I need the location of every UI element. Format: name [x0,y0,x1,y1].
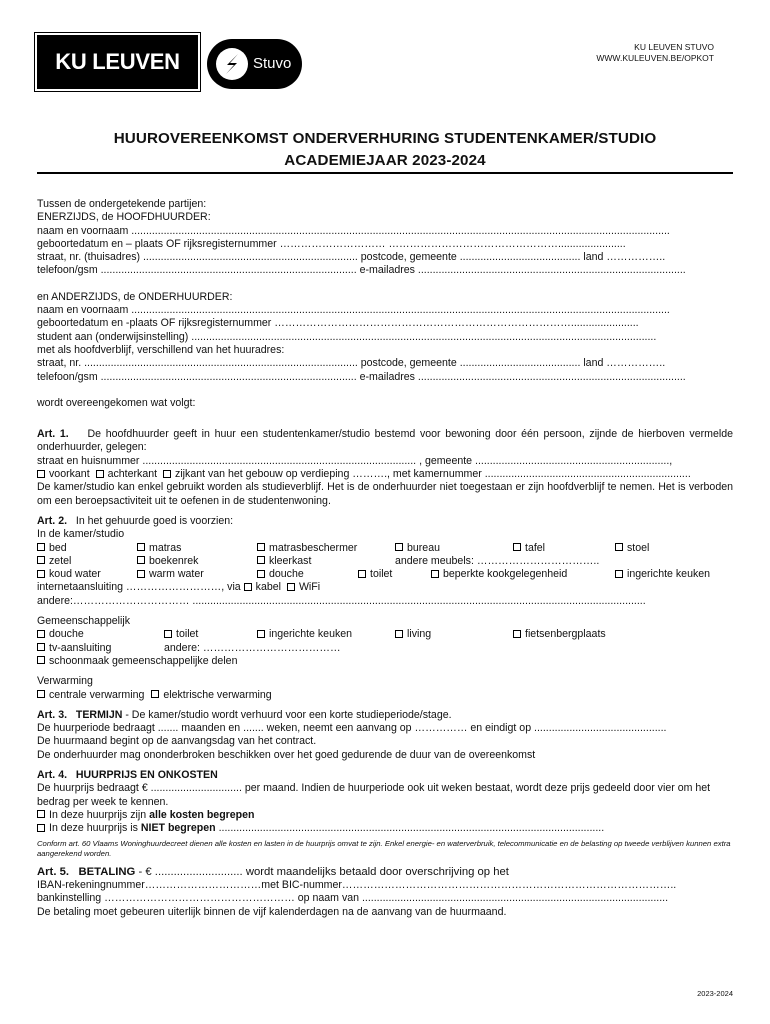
stuvo-s-icon [215,47,249,81]
footer-year: 2023-2024 [697,989,733,998]
wifi-checkbox[interactable] [287,583,295,591]
protector-checkbox[interactable] [257,543,265,551]
art4-price-field[interactable]: De huurprijs bedraagt € ............................... per maand. Indien de huurperiode ook uit weken bestaat, wordt deze prijs gedeeld door vier om het bedrag per week te kennen. [37,782,711,808]
limited-cooking-label: beperkte kookgelegenheid [443,568,568,581]
art5-heading-row [37,866,733,879]
room-kitchen-label: ingerichte keuken [627,568,711,581]
iban-field[interactable]: IBAN-rekeningnummer……………………………met BIC-nummer………………………………………………………………………………….. [37,878,677,891]
main-tenant-heading: ENERZIJDS, de HOOFDHUURDER: [37,211,211,224]
title-line-2: ACADEMIEJAAR 2023-2024 [284,152,486,169]
subtenant-residence-label: met als hoofdverblijf, verschillend van het huuradres: [37,343,285,356]
cold-water-checkbox[interactable] [37,570,45,578]
table-label: tafel [525,541,546,554]
contract-body [37,198,733,919]
stuvo-logo-text: Stuvo [253,55,292,73]
organisation-address [596,42,714,63]
electric-heating-label: elektrische verwarming [163,688,272,701]
internet-row [37,581,733,594]
cable-label: kabel [255,581,281,594]
art1-paragraph [37,428,733,455]
room-row-3 [37,568,733,581]
toilet-checkbox[interactable] [358,570,366,578]
shower-label: douche [269,568,304,581]
central-heating-checkbox[interactable] [37,690,45,698]
sofa-checkbox[interactable] [37,556,45,564]
subtenant-address-field[interactable]: straat, nr. ............................................................................................. postcode, gemeente ......................................... land …………….. [37,357,666,370]
art1-usage-rule: De kamer/studio kan enkel gebruikt worden als studieverblijf. Het is de onderhuurder niet toegestaan er zijn hoofdverblijf te nemen. Het is verboden om een beroepsactiviteit uit te oefenen in de studentenwoning. [37,481,733,507]
protector-label: matrasbeschermer [269,541,358,554]
bike-storage-label: fietsenbergplaats [525,628,606,641]
side-checkbox[interactable] [163,470,171,478]
front-label: voorkant [49,468,90,481]
costs-included-row [37,809,733,822]
art3-intro: - De kamer/studio wordt verhuurd voor een korte studieperiode/stage. [125,708,452,721]
art2-heading: In het gehuurde goed is voorzien: [75,514,234,527]
art2-heading-row [37,515,733,528]
warm-water-label: warm water [149,568,204,581]
main-tenant-address-field[interactable]: straat, nr. (thuisadres) ......................................................................... postcode, gemeente ......................................... land …………….. [37,251,666,264]
costs-excluded-checkbox[interactable] [37,824,45,832]
shared-toilet-checkbox[interactable] [164,630,172,638]
costs-excluded-field[interactable]: ................................................................................................................................... [215,822,605,835]
bookcase-checkbox[interactable] [137,556,145,564]
room-heading: In de kamer/studio [37,528,125,541]
shared-kitchen-checkbox[interactable] [257,630,265,638]
shared-other-field[interactable]: andere: ………………………………… [164,641,341,654]
front-checkbox[interactable] [37,470,45,478]
main-tenant-birth-field[interactable]: geboortedatum en – plaats OF rijksregisternummer ………………………… …………………………………………....................... [37,237,626,250]
costs-excluded-bold: NIET begrepen [140,822,216,835]
back-checkbox[interactable] [96,470,104,478]
desk-checkbox[interactable] [395,543,403,551]
agreed-text: wordt overeengekomen wat volgt: [37,396,196,409]
warm-water-checkbox[interactable] [137,570,145,578]
wifi-label: WiFi [298,581,321,594]
sofa-label: zetel [49,554,72,567]
art1-label: Art. 1. [37,428,69,441]
art1-text: De hoofdhuurder geeft in huur een studentenkamer/studio bestemd voor bewoning door één persoon, zijnde de hierboven vermelde onderhuurder, gelegen: [37,428,733,454]
wardrobe-checkbox[interactable] [257,556,265,564]
art1-location-row [37,468,733,481]
payment-deadline-text: De betaling moet gebeuren uiterlijk binnen de vijf kalenderdagen na de aanvang van de huurmaand. [37,905,507,918]
art4-heading-row [37,769,733,782]
shared-shower-checkbox[interactable] [37,630,45,638]
stuvo-logo [207,39,302,89]
cable-checkbox[interactable] [244,583,252,591]
table-checkbox[interactable] [513,543,521,551]
org-name: KU LEUVEN STUVO [634,42,714,52]
main-tenant-contact-field[interactable]: telefoon/gsm ....................................................................................... e-mailadres ........................................................................................... [37,264,686,277]
desk-label: bureau [407,541,440,554]
chair-checkbox[interactable] [615,543,623,551]
art5-text: - € ............................ wordt maandelijks betaald door overschrijving op het [138,865,509,878]
costs-included-checkbox[interactable] [37,810,45,818]
org-website: WWW.KULEUVEN.BE/OPKOT [596,52,714,63]
side-label: zijkant van het gebouw op verdieping ………., met kamernummer ...................................................................... [175,468,691,481]
subtenant-contact-field[interactable]: telefoon/gsm ....................................................................................... e-mailadres ........................................................................................... [37,370,686,383]
cleaning-row [37,655,733,668]
cold-water-label: koud water [49,568,101,581]
parties-intro: Tussen de ondergetekende partijen: [37,198,207,210]
art1-street-field[interactable]: straat en huisnummer ............................................................................................. , gemeente .................................................................., [37,454,673,467]
wardrobe-label: kleerkast [269,554,312,567]
subtenant-school-field[interactable]: student aan (onderwijsinstelling) .............................................................................................................................................................. [37,330,657,343]
shared-living-label: living [407,628,432,641]
central-heating-label: centrale verwarming [49,688,145,701]
art3-label: Art. 3. [37,708,68,721]
art5-title: BETALING [78,865,136,878]
shared-heading: Gemeenschappelijk [37,615,131,628]
shared-shower-label: douche [49,628,84,641]
room-kitchen-checkbox[interactable] [615,570,623,578]
shared-kitchen-label: ingerichte keuken [269,628,353,641]
art4-title: HUURPRIJS EN ONKOSTEN [75,768,218,781]
tv-label: tv-aansluiting [49,641,112,654]
costs-excluded-pre: In deze huurprijs is [49,822,138,835]
room-row-2 [37,555,733,568]
room-row-1 [37,542,733,555]
tv-checkbox[interactable] [37,643,45,651]
ku-leuven-logo [37,35,198,89]
subtenant-heading: en ANDERZIJDS, de ONDERHUURDER: [37,290,233,303]
costs-included-pre: In deze huurprijs zijn [49,808,147,821]
chair-label: stoel [627,541,650,554]
title-divider [37,172,733,174]
shower-checkbox[interactable] [257,570,265,578]
shared-living-checkbox[interactable] [395,630,403,638]
art2-label: Art. 2. [37,514,68,527]
document-title [37,128,733,172]
ku-leuven-logo-text: KU LEUVEN [55,49,180,75]
limited-cooking-checkbox[interactable] [431,570,439,578]
subtenant-birth-field[interactable]: geboortedatum en -plaats OF rijksregisternummer …………………………………………………………………………....................... [37,317,639,330]
cleaning-label: schoonmaak gemeenschappelijke delen [49,654,238,667]
art5-label: Art. 5. [37,865,70,878]
shared-row-2 [37,642,733,655]
shared-row-1 [37,628,733,641]
art3-heading-row [37,709,733,722]
heating-heading: Verwarming [37,675,93,688]
bank-field[interactable]: bankinstelling ……………………………………………… op naam van ........................................................................................................ [37,892,669,905]
costs-excluded-row [37,822,733,835]
room-other-field[interactable]: andere:…………………………… .......................................................................................................................................................... [37,594,646,607]
bed-label: bed [49,541,67,554]
back-label: achterkant [107,468,158,481]
mattress-label: matras [149,541,182,554]
toilet-label: toilet [370,568,393,581]
cleaning-checkbox[interactable] [37,656,45,664]
other-furniture-field[interactable]: andere meubels: …………………………….. [395,554,600,567]
bookcase-label: boekenrek [149,554,199,567]
electric-heating-checkbox[interactable] [151,690,159,698]
art3-period-field[interactable]: De huurperiode bedraagt ....... maanden en ....... weken, neemt een aanvang op …………… en eindigt op ............................................. [37,722,667,735]
heating-row [37,689,733,702]
bike-storage-checkbox[interactable] [513,630,521,638]
internet-field[interactable]: internetaansluiting ………………………, via [37,581,241,594]
art4-label: Art. 4. [37,768,68,781]
subtenant-name-field[interactable]: naam en voornaam ....................................................................................................................................................................................... [37,304,670,317]
art3-title: TERMIJN [75,708,123,721]
art3-uninterrupted-text: De onderhuurder mag ononderbroken beschikken over het goed gedurende de duur van de overeenkomst [37,748,536,761]
title-line-1: HUUROVEREENKOMST ONDERVERHURING STUDENTENKAMER/STUDIO [113,130,657,147]
costs-included-bold: alle kosten begrepen [149,808,255,821]
legal-note: Conform art. 60 Vlaams Woninghuurdecreet dienen alle kosten en lasten in de huurprijs omvat te zijn. Enkel energie- en waterverbruik, telecommunicatie en de belasting op tweede verblijven kunnen extra aangerekend worden. [37,839,731,859]
bed-checkbox[interactable] [37,543,45,551]
shared-toilet-label: toilet [176,628,199,641]
art3-month-text: De huurmaand begint op de aanvangsdag van het contract. [37,735,317,748]
mattress-checkbox[interactable] [137,543,145,551]
main-tenant-name-field[interactable]: naam en voornaam ....................................................................................................................................................................................... [37,224,670,237]
